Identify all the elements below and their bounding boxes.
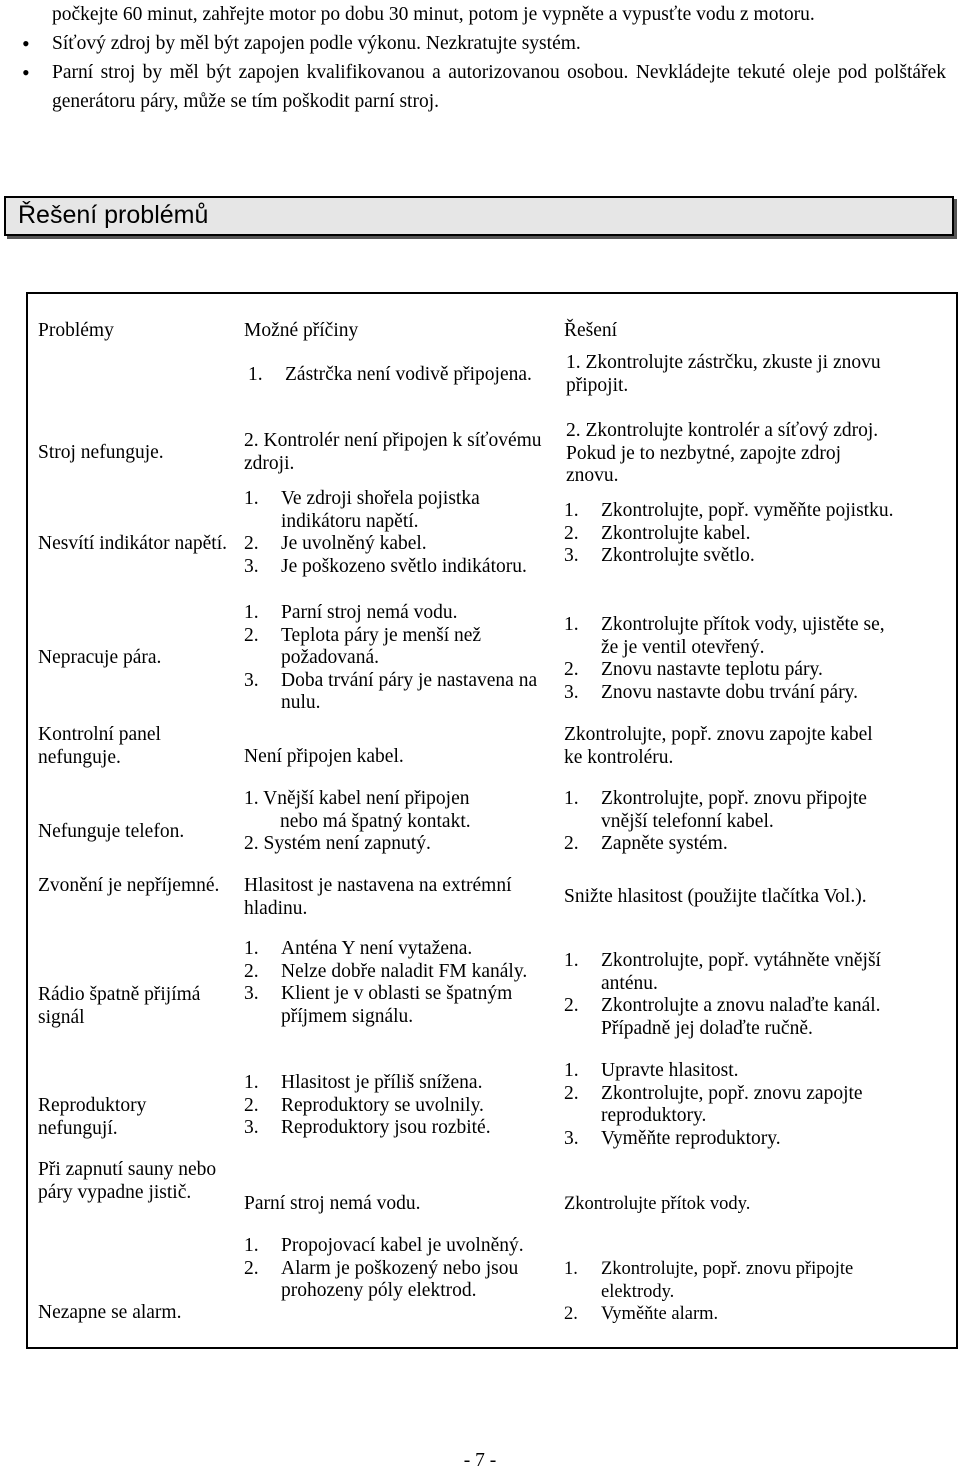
solution-item: 1. Zkontrolujte, popř. vyměňte pojistku. xyxy=(564,500,894,521)
cause-cell xyxy=(244,488,544,578)
solution-item: 1. Zkontrolujte, popř. znovu připojte vnější telefonní kabel. xyxy=(564,788,867,832)
intro-text xyxy=(22,0,946,116)
cause-item: 1. Zástrčka není vodivě připojena. xyxy=(248,364,532,385)
solution-cell xyxy=(564,788,904,856)
solution-item: 3. Znovu nastavte dobu trvání páry. xyxy=(564,681,859,703)
intro-continuation: počkejte 60 minut, zahřejte motor po dobu 30 minut, potom je vypněte a vypusťte vodu z motoru. xyxy=(52,4,815,25)
problem-cell: Reproduktory nefungují. xyxy=(38,1095,147,1139)
cause-cell xyxy=(244,938,544,1028)
cause-item: 1. Anténa Y není vytažena. xyxy=(244,938,473,959)
cause-item: 3. Doba trvání páry je nastavena na nulu. xyxy=(244,669,538,713)
problem-cell: Stroj nefunguje. xyxy=(38,442,164,463)
page-number: - 7 - xyxy=(463,1450,497,1471)
header-problems: Problémy xyxy=(38,320,114,341)
intro-bullet: • Síťový zdroj by měl být zapojen podle výkonu. Nezkratujte systém. xyxy=(22,29,946,58)
cause-item: 2. Nelze dobře naladit FM kanály. xyxy=(244,960,528,982)
solution-item: 1. Upravte hlasitost. xyxy=(564,1060,739,1081)
cause-item: 3. Reproduktory jsou rozbité. xyxy=(244,1117,491,1138)
problem-cell: Kontrolní panel nefunguje. xyxy=(38,724,161,768)
intro-bullet-list xyxy=(22,29,946,116)
problem-cell: Nepracuje pára. xyxy=(38,647,162,668)
problem-cell: Zvonění je nepříjemné. xyxy=(38,875,220,896)
solution-item: 2. Zkontrolujte, popř. znovu zapojte reproduktory. xyxy=(564,1082,863,1126)
cause-cell: Není připojen kabel. xyxy=(244,746,404,767)
cause-item: 1. Propojovací kabel je uvolněný. xyxy=(244,1235,524,1256)
solution-cell xyxy=(564,950,904,1040)
solution-item: 2. Zkontrolujte a znovu nalaďte kanál. Případně jej dolaďte ručně. xyxy=(564,995,881,1039)
cause-cell: Parní stroj nemá vodu. xyxy=(244,1193,421,1214)
solution-cell xyxy=(564,1258,904,1326)
cause-item: 2. Alarm je poškozený nebo jsou prohozeny póly elektrod. xyxy=(244,1257,519,1301)
cause-cell xyxy=(244,602,544,715)
solution-cell: Snižte hlasitost (použijte tlačítka Vol.). xyxy=(564,886,867,907)
problem-cell: Rádio špatně přijímá signál xyxy=(38,984,201,1028)
cause-item: 1. Parní stroj nemá vodu. xyxy=(244,602,458,623)
cause-cell: Hlasitost je nastavena na extrémní hladinu. xyxy=(244,875,512,919)
solution-cell: Zkontrolujte přítok vody. xyxy=(564,1194,751,1214)
solution-cell: Zkontrolujte, popř. znovu zapojte kabel ke kontroléru. xyxy=(564,724,873,768)
cause-cell: 1. Vnější kabel není připojen nebo má špatný kontakt. 2. Systém není zapnutý. xyxy=(244,788,471,854)
cause-cell xyxy=(244,1072,544,1140)
problem-cell: Při zapnutí sauny nebo páry vypadne jistič. xyxy=(38,1159,217,1203)
solution-item: 3. Zkontrolujte světlo. xyxy=(564,545,755,566)
solution-item: 1. Zkontrolujte, popř. znovu připojte elektrody. xyxy=(564,1259,854,1302)
cause-cell xyxy=(248,364,548,387)
solution-cell xyxy=(564,614,904,704)
problem-cell: Nefunguje telefon. xyxy=(38,821,185,842)
solution-cell: 2. Zkontrolujte kontrolér a síťový zdroj. Pokud je to nezbytné, zapojte zdroj znovu. xyxy=(566,420,879,486)
cause-cell xyxy=(244,1235,544,1303)
header-solutions: Řešení xyxy=(564,320,618,341)
solution-cell xyxy=(564,1060,904,1150)
solution-cell: 1. Zkontrolujte zástrčku, zkuste ji znovu připojit. xyxy=(566,352,881,396)
section-title: Řešení problémů xyxy=(18,201,209,229)
cause-item: 1. Ve zdroji shořela pojistka indikátoru napětí. xyxy=(244,488,480,532)
cause-item: 1. Hlasitost je příliš snížena. xyxy=(244,1072,483,1093)
solution-item: 3. Vyměňte reproduktory. xyxy=(564,1127,781,1149)
solution-item: 1. Zkontrolujte přítok vody, ujistěte se, že je ventil otevřený. xyxy=(564,614,885,658)
solution-item: 2. Znovu nastavte teplotu páry. xyxy=(564,659,823,680)
section-heading-box xyxy=(4,196,954,236)
cause-item: 3. Je poškozeno světlo indikátoru. xyxy=(244,555,527,577)
cause-item: 2. Reproduktory se uvolnily. xyxy=(244,1094,484,1116)
cause-item: 2. Je uvolněný kabel. xyxy=(244,533,427,554)
solution-item: 2. Vyměňte alarm. xyxy=(564,1304,719,1324)
cause-cell: 2. Kontrolér není připojen k síťovému zdroji. xyxy=(244,430,542,474)
solution-cell xyxy=(564,500,894,568)
intro-bullet: • Parní stroj by měl být zapojen kvalifikovanou a autorizovanou osobou. Nevkládejte tekuté oleje pod polštářek generátoru páry, může se tím poškodit parní stroj. xyxy=(22,58,946,116)
problem-cell: Nesvítí indikátor napětí. xyxy=(38,533,228,554)
problem-cell: Nezapne se alarm. xyxy=(38,1302,182,1323)
solution-item: 2. Zapněte systém. xyxy=(564,833,728,854)
solution-item: 1. Zkontrolujte, popř. vytáhněte vnější anténu. xyxy=(564,950,881,994)
solution-item: 2. Zkontrolujte kabel. xyxy=(564,522,751,544)
cause-item: 2. Teplota páry je menší než požadovaná. xyxy=(244,624,482,668)
cause-item: 3. Klient je v oblasti se špatným příjmem signálu. xyxy=(244,983,513,1027)
header-causes: Možné příčiny xyxy=(244,320,359,341)
